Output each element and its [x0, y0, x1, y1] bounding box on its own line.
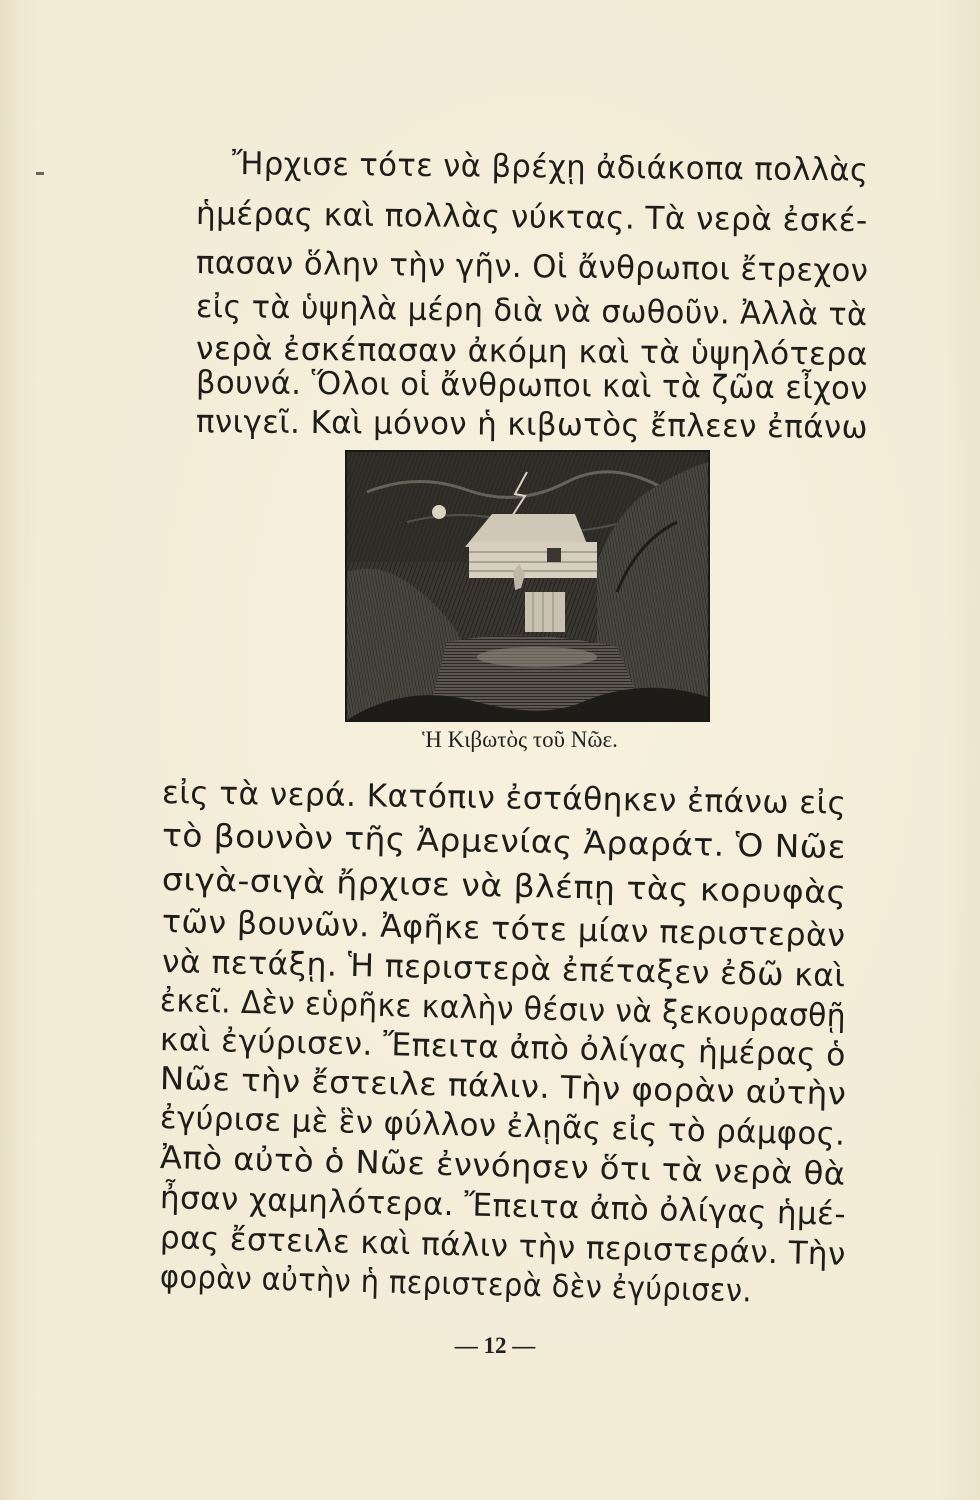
text-line: εἰς τὰ ὑψηλὰ μέρη διὰ νὰ σωθοῦν. Ἀλλὰ τὰ	[195, 289, 868, 334]
text-line: πνιγεῖ. Καὶ μόνον ἡ κιβωτὸς ἔπλεεν ἐπάνω	[195, 404, 869, 446]
figure-caption: Ἡ Κιβωτὸς τοῦ Νῶε.	[422, 727, 618, 752]
text-line: φορὰν αὐτὴν ἡ περιστερὰ δὲν ἐγύρισεν.	[159, 1259, 753, 1310]
text-line: τῶν βουνῶν. Ἀφῆκε τότε μίαν περιστερὰν	[161, 904, 846, 955]
text-line: Ἀπὸ αὐτὸ ὁ Νῶε ἐννόησεν ὅτι τὰ νερὰ θὰ	[159, 1140, 846, 1193]
text-line: εἰς τὰ νερά. Κατόπιν ἐστάθηκεν ἐπάνω εἰς	[161, 775, 847, 822]
text-line: νερὰ ἐσκέπασαν ἀκόμη καὶ τὰ ὑψηλότερα	[195, 331, 868, 373]
text-line: τὸ βουνὸν τῆς Ἀρμενίας Ἀραράτ. Ὁ Νῶε	[161, 818, 847, 866]
text-line: Νῶε τὴν ἔστειλε πάλιν. Τὴν φορὰν αὐτὴν	[159, 1061, 847, 1113]
ark-engraving	[345, 450, 710, 722]
text-line: νὰ πετάξῃ. Ἡ περιστερὰ ἐπέταξεν ἐδῶ καὶ	[161, 944, 846, 995]
text-line: ρας ἔστειλε καὶ πάλιν τὴν περιστεράν. Τὴν	[159, 1220, 847, 1273]
text-line: σιγὰ-σιγὰ ἤρχισε νὰ βλέπῃ τὰς κορυφὰς	[161, 862, 847, 912]
page-number: — 12 —	[454, 1333, 536, 1358]
text-line: ἐγύρισε μὲ ἓν φύλλον ἐλῃᾶς εἰς τὸ ράμφος.	[159, 1100, 846, 1153]
text-line: βουνά. Ὅλοι οἱ ἄνθρωποι καὶ τὰ ζῶα εἶχον	[195, 365, 868, 407]
text-line: πασαν ὅλην τὴν γῆν. Οἱ ἄνθρωποι ἔτρεχον	[195, 245, 869, 290]
text-line: Ἤρχισε τότε νὰ βρέχῃ ἀδιάκοπα πολλὰς	[231, 146, 869, 189]
text-line: ἦσαν χαμηλότερα. Ἔπειτα ἀπὸ ὀλίγας ἡμέ-	[159, 1180, 847, 1233]
text-line: καὶ ἐγύρισεν. Ἔπειτα ἀπὸ ὀλίγας ἡμέρας ὁ	[159, 1022, 847, 1074]
text-line: ἐκεῖ. Δὲν εὑρῆκε καλὴν θέσιν νὰ ξεκουρασθῇ	[159, 983, 847, 1035]
margin-mark	[36, 172, 44, 175]
text-line: ἡμέρας καὶ πολλὰς νύκτας. Τὰ νερὰ ἐσκέ-	[195, 196, 868, 240]
